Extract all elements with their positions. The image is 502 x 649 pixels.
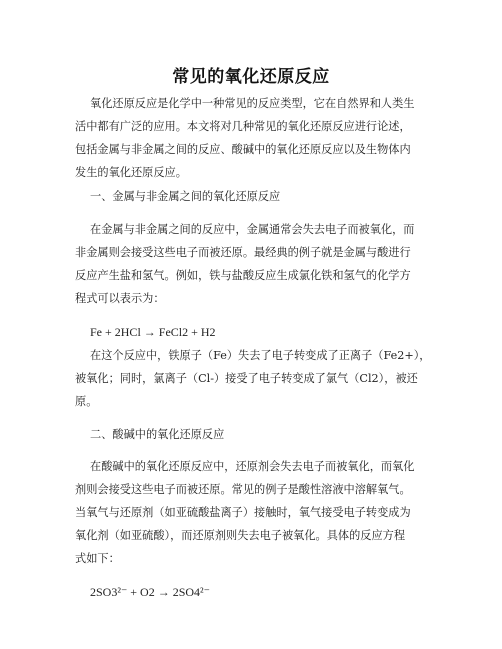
section1-para1-line-4: 程式可以表示为： <box>75 292 165 305</box>
page-title: 常见的氧化还原反应 <box>172 67 330 87</box>
intro-line-1: 氧化还原反应是化学中一种常见的反应类型，它在自然界和人类生 <box>90 97 415 110</box>
section2-para1-line-2: 剂则会接受这些电子而被还原。常见的例子是酸性溶液中溶解氧气。 <box>75 483 411 496</box>
intro-line-3: 包括金属与非金属之间的反应、酸碱中的氧化还原反应以及生物体内 <box>75 143 411 156</box>
section-heading-1: 一、金属与非金属之间的氧化还原反应 <box>90 190 281 203</box>
section2-para1-line-5: 式如下： <box>75 552 120 565</box>
section1-para1-line-3: 反应产生盐和氢气。例如，铁与盐酸反应生成氯化铁和氢气的化学方 <box>75 269 411 282</box>
section2-para1-line-4: 氧化剂（如亚硫酸），而还原剂则失去电子被氧化。具体的反应方程 <box>75 529 406 542</box>
section1-para2-line-3: 原。 <box>75 395 98 408</box>
formula-iron-hcl: Fe + 2HCl → FeCl2 + H2 <box>90 325 216 339</box>
formula-sulfite-oxygen: 2SO3²⁻ + O2 → 2SO4²⁻ <box>90 585 210 599</box>
section1-para1-line-1: 在金属与非金属之间的反应中，金属通常会失去电子而被氧化，而 <box>90 223 415 236</box>
section1-para2-line-2: 被氧化；同时，氯离子（Cl-）接受了电子转变成了氯气（Cl2），被还 <box>75 372 418 385</box>
section1-para1-line-2: 非金属则会接受这些电子而被还原。最经典的例子就是金属与酸进行 <box>75 246 411 259</box>
section-heading-2: 二、酸碱中的氧化还原反应 <box>90 428 225 441</box>
intro-line-4: 发生的氧化还原反应。 <box>75 166 187 179</box>
section1-para2-line-1: 在这个反应中，铁原子（Fe）失去了电子转变成了正离子（Fe2+）， <box>90 349 431 362</box>
section2-para1-line-1: 在酸碱中的氧化还原反应中，还原剂会失去电子而被氧化，而氧化 <box>90 460 415 473</box>
section2-para1-line-3: 当氧气与还原剂（如亚硫酸盐离子）接触时，氧气接受电子转变成为 <box>75 506 411 519</box>
intro-line-2: 活中都有广泛的应用。本文将对几种常见的氧化还原反应进行论述， <box>75 120 411 133</box>
